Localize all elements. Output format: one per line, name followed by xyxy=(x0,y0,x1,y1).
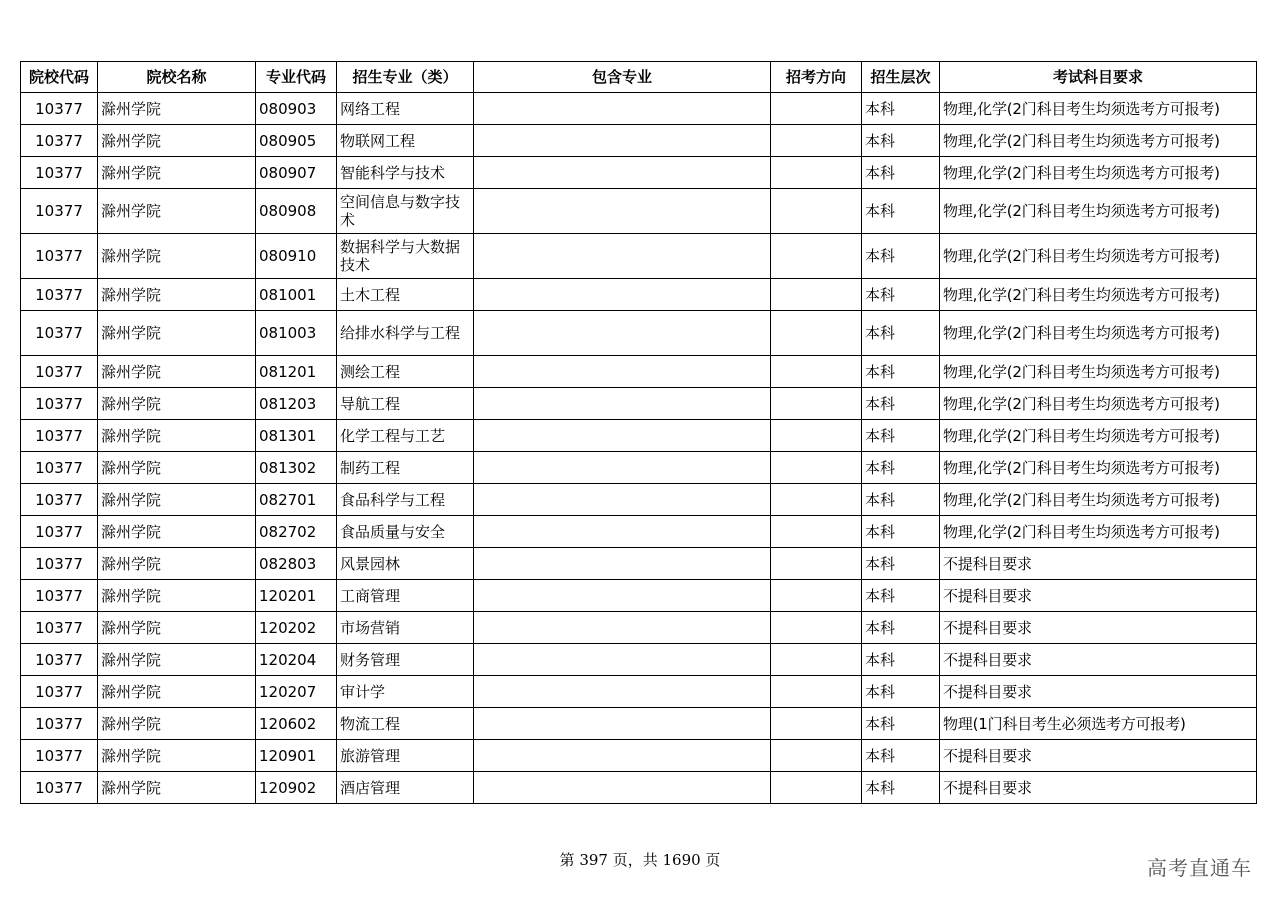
major-cell: 食品科学与工程 xyxy=(337,484,474,516)
included-majors-cell xyxy=(474,125,771,157)
school-name-cell: 滁州学院 xyxy=(98,420,256,452)
requirement-cell: 不提科目要求 xyxy=(940,612,1257,644)
school-code-cell: 10377 xyxy=(21,420,98,452)
included-majors-cell xyxy=(474,452,771,484)
requirement-cell: 物理,化学(2门科目考生均须选考方可报考) xyxy=(940,279,1257,311)
major-cell: 导航工程 xyxy=(337,388,474,420)
direction-cell xyxy=(771,772,862,804)
major-cell: 空间信息与数字技术 xyxy=(337,189,474,234)
level-cell: 本科 xyxy=(862,157,940,189)
major-cell: 测绘工程 xyxy=(337,356,474,388)
level-cell: 本科 xyxy=(862,388,940,420)
table-row xyxy=(21,708,1257,740)
requirement-cell: 不提科目要求 xyxy=(940,644,1257,676)
included-majors-cell xyxy=(474,772,771,804)
school-name-cell: 滁州学院 xyxy=(98,740,256,772)
major-cell: 网络工程 xyxy=(337,93,474,125)
table-row xyxy=(21,234,1257,279)
included-majors-cell xyxy=(474,234,771,279)
major-cell: 物流工程 xyxy=(337,708,474,740)
major-cell: 化学工程与工艺 xyxy=(337,420,474,452)
level-cell: 本科 xyxy=(862,772,940,804)
direction-cell xyxy=(771,311,862,356)
table-row xyxy=(21,93,1257,125)
table-row xyxy=(21,125,1257,157)
level-cell: 本科 xyxy=(862,189,940,234)
school-name-cell: 滁州学院 xyxy=(98,548,256,580)
header-included-majors: 包含专业 xyxy=(474,62,771,93)
direction-cell xyxy=(771,234,862,279)
included-majors-cell xyxy=(474,388,771,420)
header-direction: 招考方向 xyxy=(771,62,862,93)
major-cell: 旅游管理 xyxy=(337,740,474,772)
school-name-cell: 滁州学院 xyxy=(98,279,256,311)
school-code-cell: 10377 xyxy=(21,189,98,234)
major-code-cell: 120207 xyxy=(256,676,337,708)
level-cell: 本科 xyxy=(862,740,940,772)
direction-cell xyxy=(771,279,862,311)
table-body xyxy=(21,93,1257,804)
direction-cell xyxy=(771,388,862,420)
school-code-cell: 10377 xyxy=(21,125,98,157)
major-cell: 工商管理 xyxy=(337,580,474,612)
direction-cell xyxy=(771,93,862,125)
table-row xyxy=(21,356,1257,388)
direction-cell xyxy=(771,125,862,157)
major-cell: 给排水科学与工程 xyxy=(337,311,474,356)
major-code-cell: 120901 xyxy=(256,740,337,772)
table-row xyxy=(21,612,1257,644)
table-row xyxy=(21,311,1257,356)
direction-cell xyxy=(771,516,862,548)
major-cell: 财务管理 xyxy=(337,644,474,676)
table-row xyxy=(21,189,1257,234)
major-code-cell: 081203 xyxy=(256,388,337,420)
school-name-cell: 滁州学院 xyxy=(98,612,256,644)
included-majors-cell xyxy=(474,548,771,580)
header-school-code: 院校代码 xyxy=(21,62,98,93)
major-cell: 数据科学与大数据技术 xyxy=(337,234,474,279)
included-majors-cell xyxy=(474,356,771,388)
school-name-cell: 滁州学院 xyxy=(98,93,256,125)
major-cell: 物联网工程 xyxy=(337,125,474,157)
table-row xyxy=(21,484,1257,516)
included-majors-cell xyxy=(474,676,771,708)
header-school-name: 院校名称 xyxy=(98,62,256,93)
requirement-cell: 不提科目要求 xyxy=(940,548,1257,580)
included-majors-cell xyxy=(474,311,771,356)
major-code-cell: 120902 xyxy=(256,772,337,804)
direction-cell xyxy=(771,356,862,388)
direction-cell xyxy=(771,157,862,189)
direction-cell xyxy=(771,452,862,484)
included-majors-cell xyxy=(474,612,771,644)
level-cell: 本科 xyxy=(862,279,940,311)
major-code-cell: 082803 xyxy=(256,548,337,580)
table-row xyxy=(21,452,1257,484)
school-name-cell: 滁州学院 xyxy=(98,125,256,157)
school-code-cell: 10377 xyxy=(21,484,98,516)
major-code-cell: 080903 xyxy=(256,93,337,125)
included-majors-cell xyxy=(474,708,771,740)
level-cell: 本科 xyxy=(862,484,940,516)
school-name-cell: 滁州学院 xyxy=(98,311,256,356)
school-code-cell: 10377 xyxy=(21,279,98,311)
included-majors-cell xyxy=(474,644,771,676)
requirement-cell: 物理,化学(2门科目考生均须选考方可报考) xyxy=(940,420,1257,452)
requirement-cell: 不提科目要求 xyxy=(940,772,1257,804)
table-row xyxy=(21,772,1257,804)
major-code-cell: 081301 xyxy=(256,420,337,452)
included-majors-cell xyxy=(474,420,771,452)
table-row xyxy=(21,420,1257,452)
included-majors-cell xyxy=(474,189,771,234)
direction-cell xyxy=(771,420,862,452)
school-code-cell: 10377 xyxy=(21,388,98,420)
requirement-cell: 物理,化学(2门科目考生均须选考方可报考) xyxy=(940,484,1257,516)
level-cell: 本科 xyxy=(862,580,940,612)
included-majors-cell xyxy=(474,157,771,189)
header-row xyxy=(21,62,1257,93)
school-name-cell: 滁州学院 xyxy=(98,772,256,804)
school-name-cell: 滁州学院 xyxy=(98,234,256,279)
major-code-cell: 120201 xyxy=(256,580,337,612)
requirement-cell: 物理,化学(2门科目考生均须选考方可报考) xyxy=(940,516,1257,548)
table-row xyxy=(21,740,1257,772)
included-majors-cell xyxy=(474,484,771,516)
school-code-cell: 10377 xyxy=(21,580,98,612)
level-cell: 本科 xyxy=(862,452,940,484)
level-cell: 本科 xyxy=(862,125,940,157)
school-name-cell: 滁州学院 xyxy=(98,157,256,189)
watermark: 高考直通车 xyxy=(1147,856,1252,880)
school-code-cell: 10377 xyxy=(21,311,98,356)
major-code-cell: 080905 xyxy=(256,125,337,157)
admissions-table xyxy=(20,61,1257,804)
major-cell: 食品质量与安全 xyxy=(337,516,474,548)
direction-cell xyxy=(771,548,862,580)
school-code-cell: 10377 xyxy=(21,676,98,708)
major-cell: 市场营销 xyxy=(337,612,474,644)
requirement-cell: 物理,化学(2门科目考生均须选考方可报考) xyxy=(940,93,1257,125)
level-cell: 本科 xyxy=(862,311,940,356)
requirement-cell: 物理,化学(2门科目考生均须选考方可报考) xyxy=(940,189,1257,234)
school-code-cell: 10377 xyxy=(21,612,98,644)
direction-cell xyxy=(771,644,862,676)
major-code-cell: 120204 xyxy=(256,644,337,676)
requirement-cell: 不提科目要求 xyxy=(940,676,1257,708)
school-name-cell: 滁州学院 xyxy=(98,452,256,484)
level-cell: 本科 xyxy=(862,612,940,644)
direction-cell xyxy=(771,612,862,644)
school-code-cell: 10377 xyxy=(21,452,98,484)
major-cell: 土木工程 xyxy=(337,279,474,311)
table-row xyxy=(21,157,1257,189)
included-majors-cell xyxy=(474,93,771,125)
table-row xyxy=(21,279,1257,311)
school-name-cell: 滁州学院 xyxy=(98,189,256,234)
major-code-cell: 082701 xyxy=(256,484,337,516)
requirement-cell: 不提科目要求 xyxy=(940,740,1257,772)
school-code-cell: 10377 xyxy=(21,740,98,772)
level-cell: 本科 xyxy=(862,420,940,452)
major-code-cell: 080908 xyxy=(256,189,337,234)
major-code-cell: 081201 xyxy=(256,356,337,388)
header-requirement: 考试科目要求 xyxy=(940,62,1257,93)
major-code-cell: 080910 xyxy=(256,234,337,279)
major-code-cell: 120202 xyxy=(256,612,337,644)
major-code-cell: 081001 xyxy=(256,279,337,311)
table-row xyxy=(21,644,1257,676)
school-name-cell: 滁州学院 xyxy=(98,388,256,420)
school-name-cell: 滁州学院 xyxy=(98,644,256,676)
major-code-cell: 081302 xyxy=(256,452,337,484)
level-cell: 本科 xyxy=(862,548,940,580)
included-majors-cell xyxy=(474,279,771,311)
direction-cell xyxy=(771,484,862,516)
school-code-cell: 10377 xyxy=(21,516,98,548)
school-name-cell: 滁州学院 xyxy=(98,708,256,740)
major-cell: 智能科学与技术 xyxy=(337,157,474,189)
requirement-cell: 物理(1门科目考生必须选考方可报考) xyxy=(940,708,1257,740)
direction-cell xyxy=(771,189,862,234)
school-code-cell: 10377 xyxy=(21,644,98,676)
level-cell: 本科 xyxy=(862,516,940,548)
school-name-cell: 滁州学院 xyxy=(98,580,256,612)
major-cell: 风景园林 xyxy=(337,548,474,580)
requirement-cell: 物理,化学(2门科目考生均须选考方可报考) xyxy=(940,234,1257,279)
level-cell: 本科 xyxy=(862,644,940,676)
school-code-cell: 10377 xyxy=(21,356,98,388)
direction-cell xyxy=(771,740,862,772)
major-cell: 审计学 xyxy=(337,676,474,708)
school-code-cell: 10377 xyxy=(21,93,98,125)
school-code-cell: 10377 xyxy=(21,772,98,804)
table-row xyxy=(21,516,1257,548)
school-code-cell: 10377 xyxy=(21,157,98,189)
requirement-cell: 物理,化学(2门科目考生均须选考方可报考) xyxy=(940,388,1257,420)
major-code-cell: 080907 xyxy=(256,157,337,189)
table-row xyxy=(21,580,1257,612)
direction-cell xyxy=(771,580,862,612)
major-cell: 制药工程 xyxy=(337,452,474,484)
level-cell: 本科 xyxy=(862,93,940,125)
requirement-cell: 物理,化学(2门科目考生均须选考方可报考) xyxy=(940,452,1257,484)
school-name-cell: 滁州学院 xyxy=(98,356,256,388)
included-majors-cell xyxy=(474,516,771,548)
major-cell: 酒店管理 xyxy=(337,772,474,804)
level-cell: 本科 xyxy=(862,234,940,279)
major-code-cell: 082702 xyxy=(256,516,337,548)
school-code-cell: 10377 xyxy=(21,708,98,740)
page-number: 第 397 页，共 1690 页 xyxy=(559,851,721,869)
direction-cell xyxy=(771,708,862,740)
major-code-cell: 120602 xyxy=(256,708,337,740)
requirement-cell: 物理,化学(2门科目考生均须选考方可报考) xyxy=(940,125,1257,157)
school-name-cell: 滁州学院 xyxy=(98,676,256,708)
level-cell: 本科 xyxy=(862,356,940,388)
table-row xyxy=(21,676,1257,708)
requirement-cell: 物理,化学(2门科目考生均须选考方可报考) xyxy=(940,157,1257,189)
table-row xyxy=(21,548,1257,580)
major-code-cell: 081003 xyxy=(256,311,337,356)
school-code-cell: 10377 xyxy=(21,548,98,580)
requirement-cell: 物理,化学(2门科目考生均须选考方可报考) xyxy=(940,311,1257,356)
header-level: 招生层次 xyxy=(862,62,940,93)
direction-cell xyxy=(771,676,862,708)
school-name-cell: 滁州学院 xyxy=(98,516,256,548)
level-cell: 本科 xyxy=(862,708,940,740)
header-major: 招生专业（类） xyxy=(337,62,474,93)
level-cell: 本科 xyxy=(862,676,940,708)
requirement-cell: 物理,化学(2门科目考生均须选考方可报考) xyxy=(940,356,1257,388)
header-major-code: 专业代码 xyxy=(256,62,337,93)
requirement-cell: 不提科目要求 xyxy=(940,580,1257,612)
included-majors-cell xyxy=(474,580,771,612)
table-row xyxy=(21,388,1257,420)
school-code-cell: 10377 xyxy=(21,234,98,279)
school-name-cell: 滁州学院 xyxy=(98,484,256,516)
included-majors-cell xyxy=(474,740,771,772)
